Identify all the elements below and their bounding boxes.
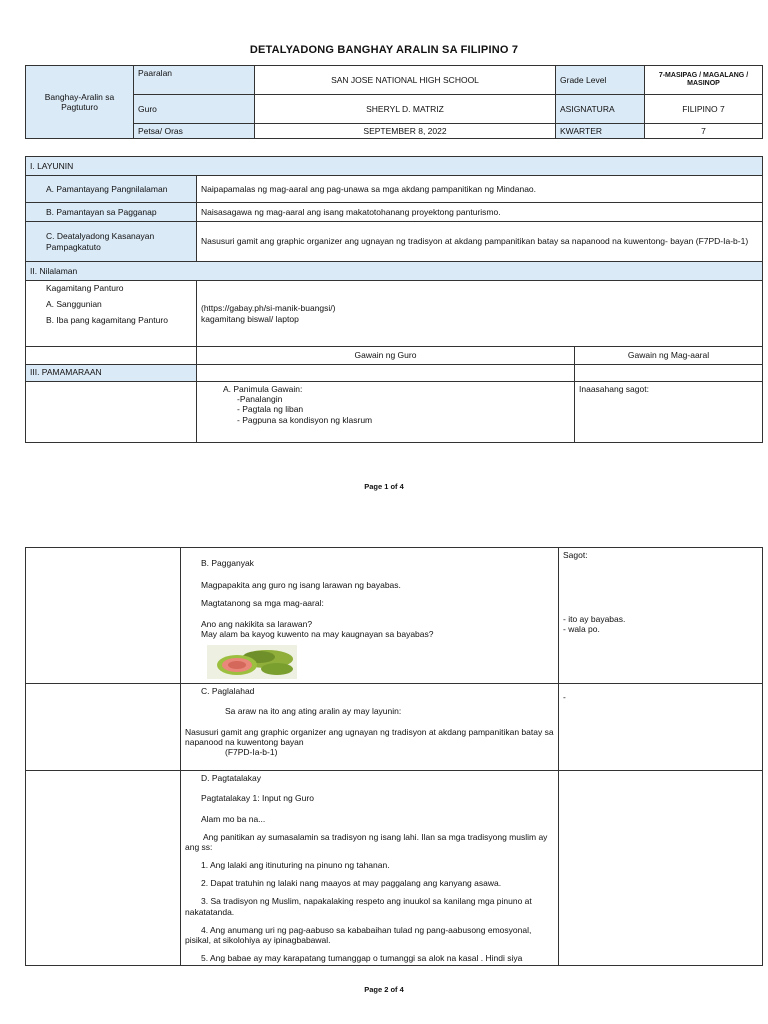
value-grade-level: 7-MASIPAG / MAGALANG / MASINOP <box>645 66 763 95</box>
paglalahad-title: C. Paglalahad <box>201 686 255 697</box>
document-title: DETALYADONG BANGHAY ARALIN SA FILIPINO 7 <box>249 44 519 56</box>
kagamitan-cell <box>26 281 197 347</box>
layunin-a-text: Naipapamalas ng mag-aaral ang pag-unawa sa mga akdang pampanitikan ng Mindanao. <box>197 176 763 203</box>
sagot-item: - wala po. <box>563 624 600 635</box>
layunin-c-label: C. Deatalyadong Kasanayan Pampagkatuto <box>26 222 197 262</box>
layunin-b-text: Naisasagawa ng mag-aaral ang isang makatotohanang proyektong panturismo. <box>197 203 763 222</box>
paglalahad-code: (F7PD-Ia-b-1) <box>225 746 278 757</box>
empty-cell <box>26 771 181 966</box>
value-guro: SHERYL D. MATRIZ <box>255 95 556 124</box>
empty-cell <box>197 365 575 382</box>
value-kwarter: 7 <box>645 124 763 139</box>
pagganyak-line: May alam ba kayog kuwento na may kaugnayan sa bayabas? <box>201 628 434 639</box>
tradisyon-point: 5. Ang babae ay may karapatang tumanggap o tumanggi sa alok na kasal . Hindi siya <box>201 953 523 964</box>
alam-mo-ba: Alam mo ba na... <box>201 813 266 824</box>
panimula-item: - Pagpuna sa kondisyon ng klasrum <box>237 414 373 425</box>
pagtatalakay-cell <box>181 771 559 966</box>
pagtatalakay-title: D. Pagtatalakay <box>201 773 262 784</box>
paglalahad-cell <box>181 684 559 771</box>
field-kwarter: KWARTER <box>556 124 645 139</box>
page-footer-1: Page 1 of 4 <box>364 482 404 491</box>
field-petsa: Petsa/ Oras <box>134 124 255 139</box>
paglalahad-text: Nasusuri gamit ang graphic organizer ang ugnayan ng tradisyon at akdang pampanitikan batay sa napanood na kuwentong bayan <box>185 726 554 747</box>
col-gawain-guro: Gawain ng Guro <box>197 347 575 365</box>
layunin-heading: I. LAYUNIN <box>26 157 763 176</box>
pagganyak-line: Ano ang nakikita sa larawan? <box>201 618 313 629</box>
tradisyon-point: 1. Ang lalaki ang itinuturing na pinuno ng tahanan. <box>201 860 390 871</box>
tradisyon-point: 2. Dapat tratuhin ng lalaki nang maayos at may paggalang ang kanyang asawa. <box>201 878 502 889</box>
col-gawain-magaaral: Gawain ng Mag-aaral <box>575 347 763 365</box>
field-paaralan: Paaralan <box>134 66 255 95</box>
header-table <box>25 65 763 139</box>
panimula-item: -Panalangin <box>237 394 283 405</box>
tradisyon-point: 4. Ang anumang uri ng pag-aabuso sa kababaihan tulad ng pang-aabusong emosyonal, pisikal, at sikolohiya ay ipinagbabawal. <box>185 924 532 945</box>
pagtatalakay-sub: Pagtatalakay 1: Input ng Guro <box>201 793 314 804</box>
empty-cell <box>559 771 763 966</box>
layunin-b-label: B. Pamantayan sa Pagganap <box>26 203 197 222</box>
pagganyak-line: Magpapakita ang guro ng isang larawan ng bayabas. <box>201 580 401 591</box>
empty-cell <box>26 548 181 684</box>
empty-cell <box>26 382 197 443</box>
sagot-label: Sagot: <box>563 550 588 560</box>
value-paaralan: SAN JOSE NATIONAL HIGH SCHOOL <box>255 66 556 95</box>
sagot-item: - ito ay bayabas. <box>563 614 626 625</box>
field-grade-level: Grade Level <box>556 66 645 95</box>
layunin-c-text: Nasusuri gamit ang graphic organizer ang ugnayan ng tradisyon at akdang pampanitikan batay sa napanood na kuwentong- bayan (F7PD-Ia-b-1) <box>197 222 763 262</box>
pagganyak-line: Magtatanong sa mga mag-aaral: <box>201 598 324 609</box>
pagtatalakay-intro: Ang panitikan ay sumasalamin sa tradisyon ng isang lahi. Ilan sa mga tradisyong muslim ay ang ss: <box>185 831 548 852</box>
lesson-table-page1 <box>25 156 763 443</box>
pamamaraan-heading: III. PAMAMARAAN <box>26 365 197 382</box>
field-asignatura: ASIGNATURA <box>556 95 645 124</box>
panimula-cell <box>197 382 575 443</box>
pagganyak-cell <box>181 548 559 684</box>
empty-cell <box>575 365 763 382</box>
iba-pang-kagamitan-label: B. Iba pang kagamitang Panturo <box>46 315 168 326</box>
nilalaman-heading: II. Nilalaman <box>26 262 763 281</box>
kagamitan-label: Kagamitang Panturo <box>46 283 124 293</box>
kagamitang-biswal: kagamitang biswal/ laptop <box>201 313 299 324</box>
tradisyon-point: 3. Sa tradisyon ng Muslim, napakalaking respeto ang inuukol sa kanilang mga pinuno at nakatatanda. <box>185 896 532 917</box>
page-footer-2: Page 2 of 4 <box>364 985 404 994</box>
lesson-table-page2 <box>25 547 763 966</box>
value-asignatura: FILIPINO 7 <box>645 95 763 124</box>
inaasahang-sagot: Inaasahang sagot: <box>575 382 763 443</box>
value-petsa: SEPTEMBER 8, 2022 <box>255 124 556 139</box>
empty-cell <box>26 684 181 771</box>
pagganyak-title: B. Pagganyak <box>201 558 254 568</box>
sanggunian-label: A. Sanggunian <box>46 299 102 310</box>
paglalahad-intro: Sa araw na ito ang ating aralin ay may layunin: <box>225 706 402 717</box>
pagganyak-sagot-cell <box>559 548 763 684</box>
banghay-label: Banghay-Aralin sa Pagtuturo <box>26 66 134 139</box>
field-guro: Guro <box>134 95 255 124</box>
panimula-item: - Pagtala ng liban <box>237 404 304 415</box>
panimula-title: A. Panimula Gawain: <box>223 384 303 394</box>
paglalahad-sagot: - <box>559 684 763 771</box>
sanggunian-link: (https://gabay.ph/si-manik-buangsi/) <box>201 303 336 314</box>
layunin-a-label: A. Pamantayang Pangnilalaman <box>26 176 197 203</box>
kagamitan-values <box>197 281 763 347</box>
empty-cell <box>26 347 197 365</box>
guava-image <box>207 645 297 679</box>
